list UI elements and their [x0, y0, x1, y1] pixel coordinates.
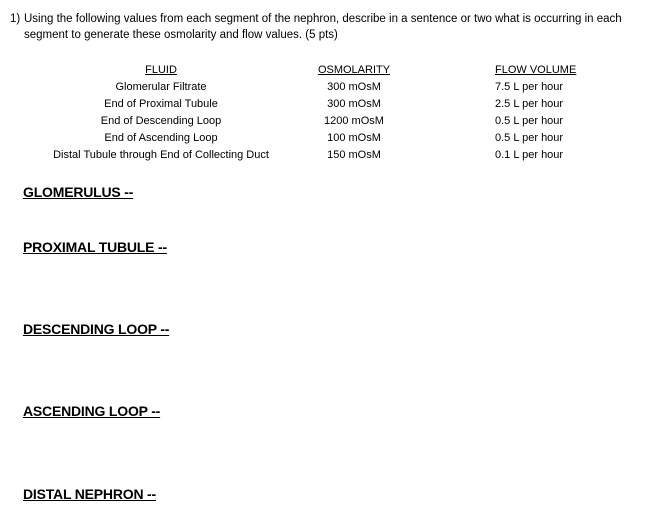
section-proximal-tubule: PROXIMAL TUBULE -- [23, 239, 167, 255]
fluid-column [30, 62, 292, 164]
section-distal-nephron: DISTAL NEPHRON -- [23, 486, 156, 502]
fluid-header: FLUID [145, 64, 177, 76]
flow-volume-cell: 2.5 L per hour [495, 98, 564, 110]
osmolarity-header: OSMOLARITY [317, 64, 391, 76]
flow-volume-cell: 0.1 L per hour [495, 149, 564, 161]
flow-volume-cell: 0.5 L per hour [495, 132, 564, 144]
osmolarity-cell: 1200 mOsM [324, 115, 384, 127]
osmolarity-cell: 300 mOsM [327, 81, 381, 93]
osmolarity-cell: 100 mOsM [327, 132, 381, 144]
question-number: 1) [10, 13, 21, 25]
question-line-1 [10, 11, 635, 27]
flow-volume-cell: 7.5 L per hour [495, 81, 564, 93]
fluid-cell: End of Descending Loop [100, 115, 222, 127]
fluid-cell: Glomerular Filtrate [115, 81, 207, 93]
question-text-line-2: segment to generate these osmolarity and flow values. (5 pts) [24, 29, 338, 41]
fluid-cell: Distal Tubule through End of Collecting Duct [53, 149, 269, 161]
section-descending-loop: DESCENDING LOOP -- [23, 321, 170, 337]
osmolarity-column [306, 62, 402, 164]
flow-volume-header: FLOW VOLUME [495, 64, 577, 76]
section-glomerulus: GLOMERULUS -- [23, 184, 134, 200]
question-prompt [10, 11, 635, 43]
section-ascending-loop: ASCENDING LOOP -- [23, 403, 161, 419]
flow-volume-cell: 0.5 L per hour [495, 115, 564, 127]
osmolarity-cell: 150 mOsM [327, 149, 381, 161]
question-text-line-1: Using the following values from each segment of the nephron, describe in a sentence or two what is occurring in each [24, 13, 622, 25]
flow-volume-column [495, 62, 605, 164]
osmolarity-cell: 300 mOsM [327, 98, 381, 110]
fluid-cell: End of Proximal Tubule [104, 98, 218, 110]
fluid-cell: End of Ascending Loop [104, 132, 218, 144]
